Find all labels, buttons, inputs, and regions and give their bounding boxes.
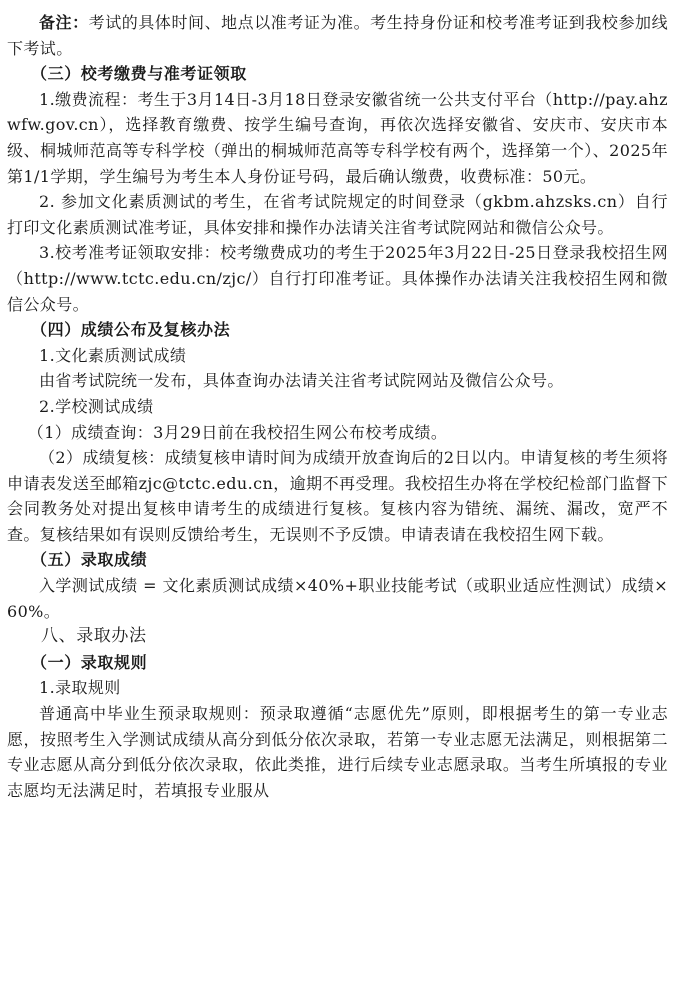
- admission-rules-item-heading: 1.录取规则: [39, 678, 121, 698]
- admission-score-formula: 入学测试成绩 = 文化素质测试成绩×40%+职业技能考试（或职业适应性测试）成绩×60%。: [7, 576, 668, 621]
- score-review-paragraph: （2）成绩复核：成绩复核申请时间为成绩开放查询后的2日以内。申请复核的考生须将申请表发送至邮箱zjc@tctc.edu.cn，逾期不再受理。我校招生办将在学校纪检部门监督下会同教务处对提出复核申请考生的成绩进行复核。复核内容为错统、漏统、漏改，宽严不查。复核结果如有误则反馈给考生，无误则不予反馈。申请表请在我校招生网下载。: [7, 448, 668, 544]
- admission-rules-paragraph: 普通高中毕业生预录取规则：预录取遵循“志愿优先”原则，即根据考生的第一专业志愿，按照考生入学测试成绩从高分到低分依次录取，若第一专业志愿无法满足，则根据第二专业志愿从高分到低分依次录取，依此类推，进行后续专业志愿录取。当考生所填报的专业志愿均无法满足时，若填报专业服从: [7, 704, 668, 800]
- admission-rules-heading: （一）录取规则: [31, 652, 148, 672]
- school-score-heading: 2.学校测试成绩: [39, 396, 154, 416]
- section-8-heading: 八、录取办法: [41, 626, 147, 647]
- culture-score-text: 由省考试院统一发布，具体查询办法请关注省考试院网站及微信公众号。: [39, 371, 564, 391]
- section-5-heading: （五）录取成绩: [31, 550, 148, 570]
- section-3-heading: （三）校考缴费与准考证领取: [31, 64, 247, 84]
- culture-score-heading: 1.文化素质测试成绩: [39, 345, 187, 365]
- note-paragraph: [7, 10, 668, 61]
- score-query-paragraph: （1）成绩查询：3月29日前在我校招生网公布校考成绩。: [27, 422, 448, 442]
- culture-test-admission-paragraph: 2. 参加文化素质测试的考生，在省考试院规定的时间登录（gkbm.ahzsks.cn）自行打印文化素质测试准考证，具体安排和操作办法请关注省考试院网站和微信公众号。: [7, 192, 668, 237]
- note-text: 考试的具体时间、地点以准考证为准。考生持身份证和校考准考证到我校参加线下考试。: [7, 13, 668, 58]
- admission-ticket-paragraph: 3.校考准考证领取安排：校考缴费成功的考生于2025年3月22日-25日登录我校招生网（http://www.tctc.edu.cn/zjc/）自行打印准考证。具体操作办法请关注我校招生网和微信公众号。: [7, 243, 668, 314]
- section-4-heading: （四）成绩公布及复核办法: [31, 320, 231, 340]
- note-label: 备注：: [39, 13, 89, 32]
- payment-process-paragraph: 1.缴费流程：考生于3月14日-3月18日登录安徽省统一公共支付平台（http://pay.ahzwfw.gov.cn），选择教育缴费、按学生编号查询，再依次选择安徽省、安庆市、安庆市本级、桐城师范高等专科学校（弹出的桐城师范高等专科学校有两个，选择第一个）、2025年第1/1学期，学生编号为考生本人身份证号码，最后确认缴费，收费标准：50元。: [7, 89, 668, 186]
